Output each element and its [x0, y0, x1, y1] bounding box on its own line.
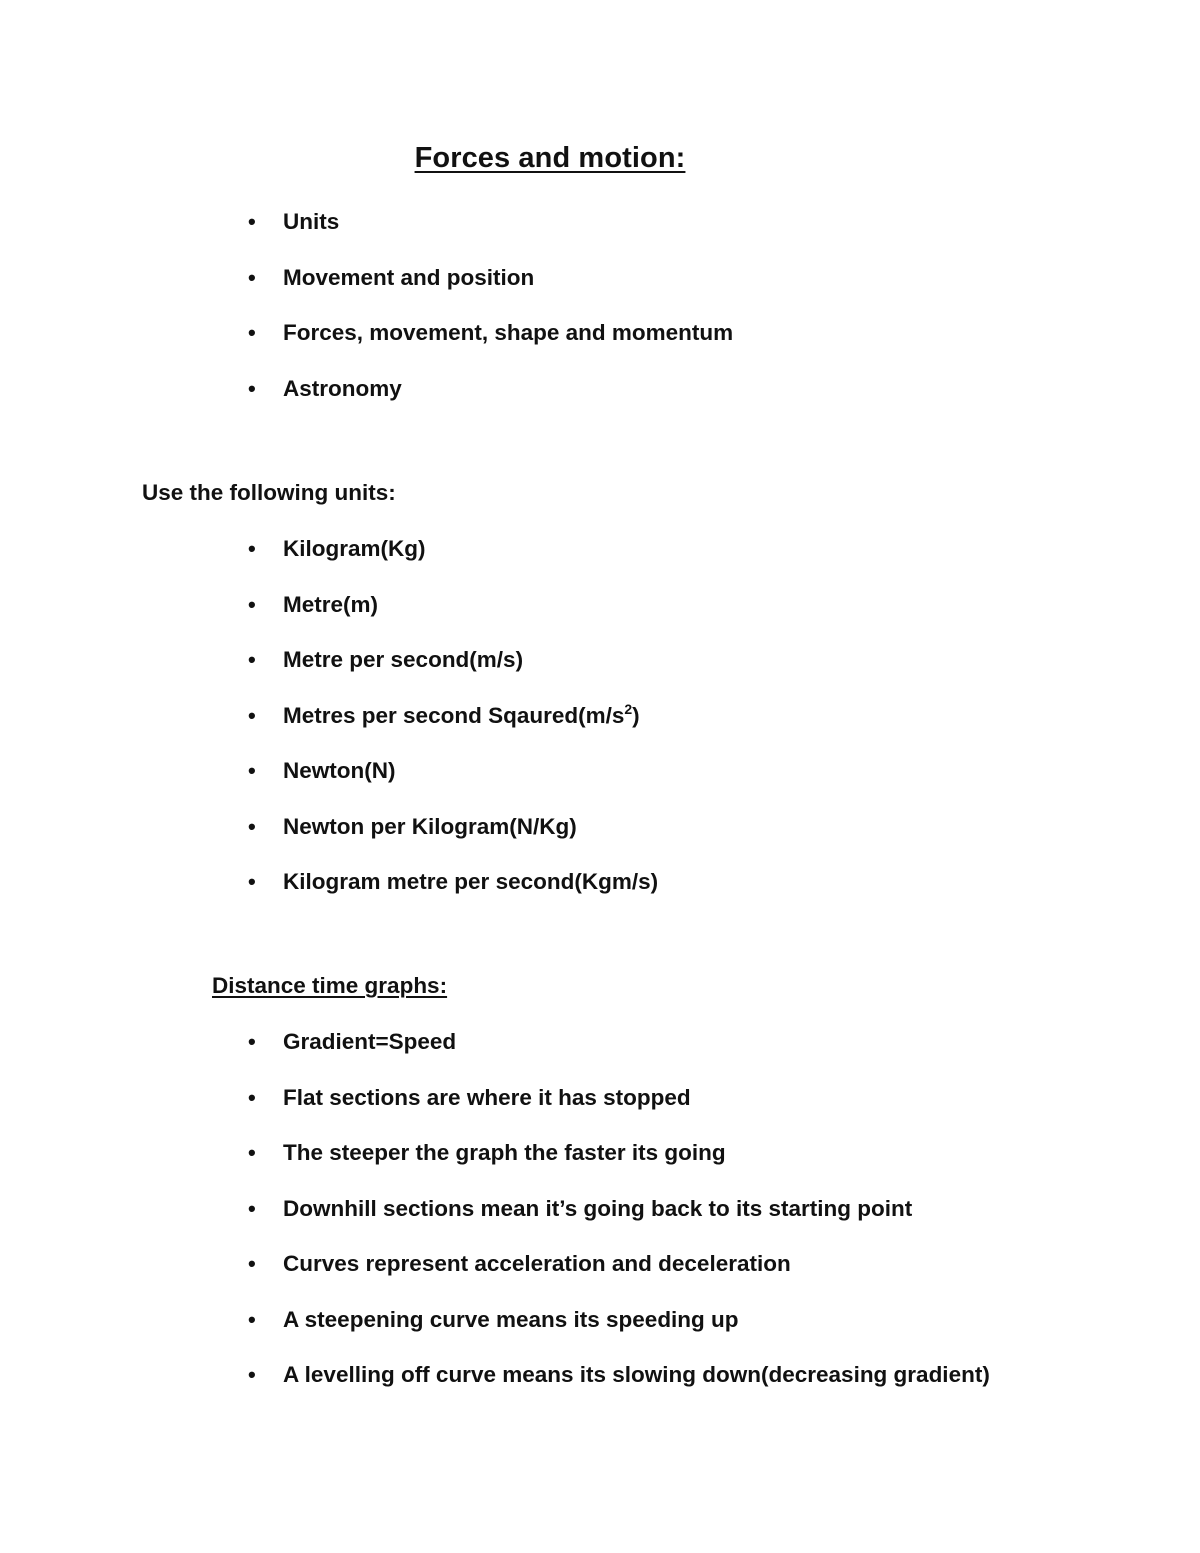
unit-text-squared — [283, 701, 640, 731]
bullet-icon: • — [248, 702, 256, 728]
unit-text: Metres per second Sqaured(m/s — [283, 702, 625, 728]
unit-text: Kilogram(Kg) — [283, 536, 426, 561]
bullet-icon: • — [248, 813, 256, 839]
units-heading: Use the following units: — [142, 480, 396, 505]
bullet-icon: • — [248, 647, 256, 672]
bullet-icon: • — [248, 1251, 256, 1276]
unit-text: Metre(m) — [283, 591, 379, 617]
topic-text: Movement and position — [283, 264, 535, 290]
bullet-icon: • — [248, 209, 256, 234]
graph-point-text: A levelling off curve means its slowing down(decreasing gradient) — [283, 1362, 990, 1387]
topic-text: Forces, movement, shape and momentum — [283, 320, 734, 345]
unit-text: Metre per second(m/s) — [283, 647, 524, 672]
topic-text: Astronomy — [283, 375, 402, 401]
bullet-icon: • — [248, 869, 256, 894]
bullet-icon: • — [248, 591, 256, 617]
graph-point-text: A steepening curve means its speeding up — [283, 1306, 739, 1332]
topic-text: Units — [283, 209, 340, 234]
closing-paren: ) — [632, 702, 640, 728]
superscript-two: 2 — [624, 700, 633, 717]
bullet-icon: • — [248, 320, 256, 345]
bullet-icon: • — [248, 264, 256, 290]
unit-text: Kilogram metre per second(Kgm/s) — [283, 869, 659, 894]
graph-point-text: The steeper the graph the faster its going — [283, 1140, 726, 1165]
bullet-icon: • — [248, 375, 256, 401]
bullet-icon: • — [248, 1029, 256, 1054]
bullet-icon: • — [248, 1195, 256, 1221]
bullet-icon: • — [248, 1084, 256, 1110]
graph-point-text: Flat sections are where it has stopped — [283, 1084, 691, 1110]
graph-point-text: Downhill sections mean it’s going back to its starting point — [283, 1195, 913, 1221]
graph-point-text: Gradient=Speed — [283, 1029, 457, 1054]
unit-text: Newton(N) — [283, 758, 396, 783]
bullet-icon: • — [248, 1362, 256, 1387]
graphs-heading: Distance time graphs: — [212, 973, 448, 998]
graph-point-text: Curves represent acceleration and deceleration — [283, 1251, 791, 1276]
bullet-icon: • — [248, 1140, 256, 1165]
bullet-icon: • — [248, 1306, 256, 1332]
page-title: Forces and motion: — [414, 142, 686, 174]
unit-text: Newton per Kilogram(N/Kg) — [283, 813, 577, 839]
bullet-icon: • — [248, 758, 256, 783]
bullet-icon: • — [248, 536, 256, 561]
